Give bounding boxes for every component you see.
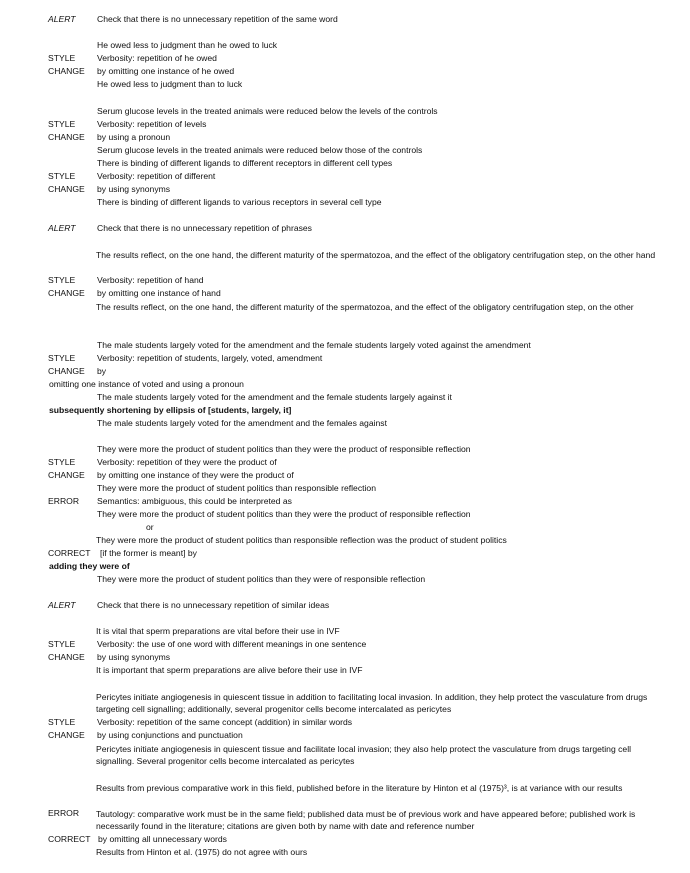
- correct-text: by omitting all unnecessary words: [98, 834, 227, 844]
- change-label: CHANGE: [48, 184, 85, 194]
- correct-label: CORRECT: [48, 548, 91, 558]
- example-corrected: Pericytes initiate angiogenesis in quiescent tissue and facilitate local invasion; they also help protect the vasculature from drugs targeting cell signalling. Several progenitor cells become intercalated as pericytes: [96, 744, 632, 766]
- example-corrected: Serum glucose levels in the treated animals were reduced below those of the controls: [97, 145, 423, 155]
- style-label: STYLE: [48, 457, 76, 467]
- change-text: by using a pronoun: [97, 132, 171, 142]
- or-text: or: [146, 522, 154, 532]
- change-label: CHANGE: [48, 652, 85, 662]
- change-text: by: [97, 366, 107, 376]
- change-label: CHANGE: [48, 366, 85, 376]
- example-original: It is vital that sperm preparations are vital before their use in IVF: [96, 626, 340, 636]
- change-label: CHANGE: [48, 730, 85, 740]
- style-label: STYLE: [48, 275, 76, 285]
- example-original: Serum glucose levels in the treated animals were reduced below the levels of the controls: [97, 106, 438, 116]
- example-original: Results from previous comparative work in this field, published before in the literature by Hinton et al (1975)³, is at variance with our results: [96, 783, 623, 793]
- example-intermediate: The male students largely voted for the amendment and the female students largely against it: [97, 392, 452, 402]
- error-label: ERROR: [48, 496, 80, 506]
- style-text: Verbosity: repetition of students, largely, voted, amendment: [97, 353, 323, 363]
- interpretation-two: They were more the product of student politics than responsible reflection was the product of student politics: [96, 535, 507, 545]
- example-original: They were more the product of student politics than they were the product of responsible reflection: [97, 444, 471, 454]
- example-original: There is binding of different ligands to different receptors in different cell types: [97, 158, 393, 168]
- style-text: Verbosity: repetition of the same concept (addition) in similar words: [97, 717, 353, 727]
- error-text: Tautology: comparative work must be in the same field; published data must be of previous work and have appeared before; published work is necessarily found in the literature; citations are given both by name with date and reference number: [96, 809, 636, 831]
- change-text: by omitting one instance of hand: [97, 288, 221, 298]
- example-original: Pericytes initiate angiogenesis in quiescent tissue in addition to facilitating local invasion. In addition, they help protect the vasculature from drugs targeting cell signalling; additionally, several progenitor cells become intercalated as pericytes: [96, 692, 648, 714]
- example-original: The results reflect, on the one hand, the different maturity of the spermatozoa, and the effect of the obligatory centrifugation step, on the other hand: [96, 250, 656, 260]
- example-corrected: There is binding of different ligands to various receptors in several cell type: [97, 197, 382, 207]
- alert-label: ALERT: [48, 600, 76, 610]
- example-corrected: Results from Hinton et al. (1975) do not agree with ours: [96, 847, 308, 857]
- style-label: STYLE: [48, 717, 76, 727]
- style-text: Verbosity: repetition of they were the product of: [97, 457, 277, 467]
- alert-label: ALERT: [48, 223, 76, 233]
- example-original: The male students largely voted for the amendment and the female students largely voted against the amendment: [97, 340, 531, 350]
- style-label: STYLE: [48, 171, 76, 181]
- example-corrected: The male students largely voted for the amendment and the females against: [97, 418, 387, 428]
- style-text: Verbosity: the use of one word with different meanings in one sentence: [97, 639, 367, 649]
- error-text: Semantics: ambiguous, this could be interpreted as: [97, 496, 292, 506]
- change-label: CHANGE: [48, 132, 85, 142]
- style-text: Verbosity: repetition of hand: [97, 275, 204, 285]
- change-label: CHANGE: [48, 66, 85, 76]
- style-label: STYLE: [48, 119, 76, 129]
- change-text-continued: omitting one instance of voted and using a pronoun: [49, 379, 244, 389]
- correct-text-continued: adding they were of: [49, 561, 130, 571]
- style-label: STYLE: [48, 353, 76, 363]
- example-corrected: The results reflect, on the one hand, the different maturity of the spermatozoa, and the effect of the obligatory centrifugation step, on the other: [96, 302, 634, 312]
- example-corrected: It is important that sperm preparations are alive before their use in IVF: [96, 665, 363, 675]
- error-label: ERROR: [48, 808, 80, 818]
- correct-label: CORRECT: [48, 834, 91, 844]
- style-label: STYLE: [48, 639, 76, 649]
- change-label: CHANGE: [48, 288, 85, 298]
- change-text: by using synonyms: [97, 652, 171, 662]
- change-text-continued: subsequently shortening by ellipsis of [students, largely, it]: [49, 405, 292, 415]
- style-text: Verbosity: repetition of different: [97, 171, 216, 181]
- example-corrected: He owed less to judgment than to luck: [97, 79, 243, 89]
- change-text: by using conjunctions and punctuation: [97, 730, 243, 740]
- correct-text: [if the former is meant] by: [100, 548, 197, 558]
- change-text: by omitting one instance of he owed: [97, 66, 235, 76]
- example-final: They were more the product of student politics than they were of responsible reflection: [97, 574, 426, 584]
- style-text: Verbosity: repetition of levels: [97, 119, 207, 129]
- example-corrected: They were more the product of student politics than responsible reflection: [97, 483, 376, 493]
- style-label: STYLE: [48, 53, 76, 63]
- interpretation-one: They were more the product of student politics than they were the product of responsible reflection: [97, 509, 471, 519]
- example-original: He owed less to judgment than he owed to luck: [97, 40, 278, 50]
- change-text: by omitting one instance of they were the product of: [97, 470, 294, 480]
- style-text: Verbosity: repetition of he owed: [97, 53, 217, 63]
- change-label: CHANGE: [48, 470, 85, 480]
- alert-text: Check that there is no unnecessary repetition of similar ideas: [97, 600, 330, 610]
- change-text: by using synonyms: [97, 184, 171, 194]
- alert-label: ALERT: [48, 14, 76, 24]
- alert-text: Check that there is no unnecessary repetition of phrases: [97, 223, 312, 233]
- alert-text: Check that there is no unnecessary repetition of the same word: [97, 14, 338, 24]
